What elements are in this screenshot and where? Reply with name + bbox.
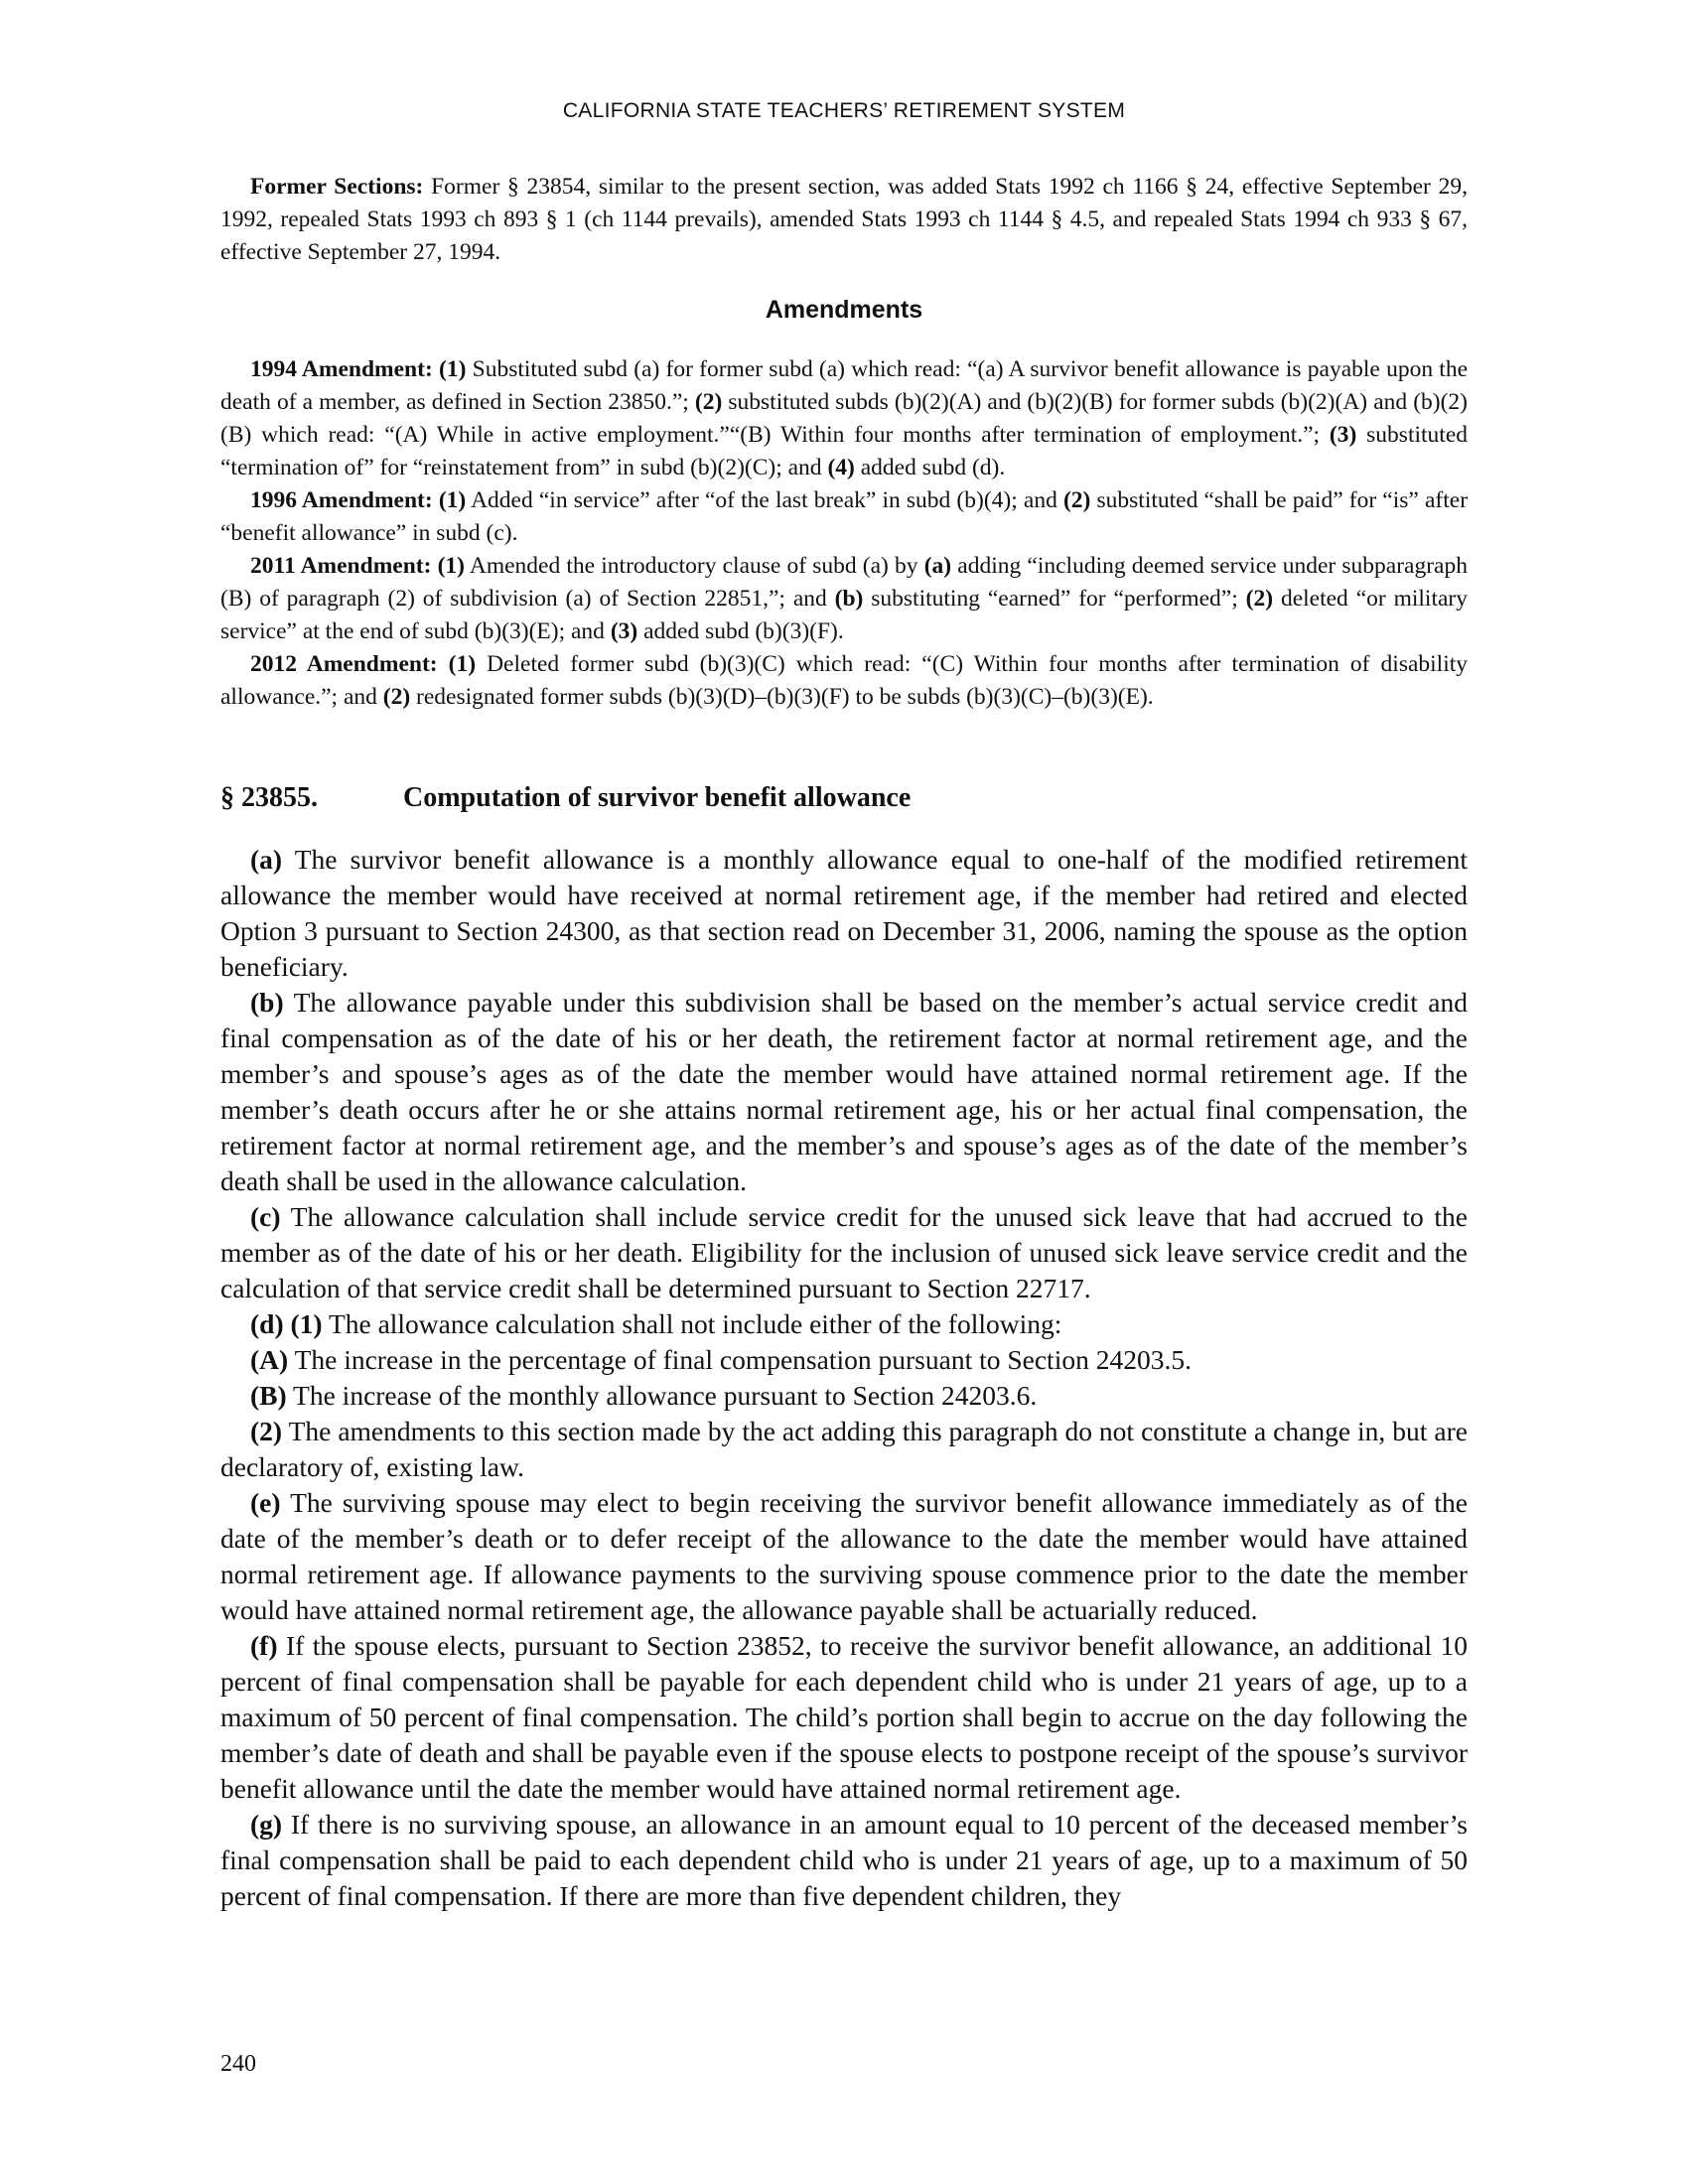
former-sections-text: Former § 23854, similar to the present section, was added Stats 1992 ch 1166 § 24, effective September 29, 1992, repealed Stats 1993 ch 893 § 1 (ch 1144 prevails), amended Stats 1993 ch 1144 § 4.5, and repealed Stats 1994 ch 933 § 67, effective September 27, 1994. <box>220 174 1468 265</box>
amendment-paragraph <box>220 353 1468 484</box>
amendment-text: Amended the introductory clause of subd (a) by <box>465 553 924 579</box>
amendment-bold-text: (2) <box>382 684 411 710</box>
amendment-paragraph <box>220 484 1468 550</box>
subdivision-text: If there is no surviving spouse, an allowance in an amount equal to 10 percent of the deceased member’s final compensation shall be paid to each dependent child who is under 21 years of age, up to a maximum of 50 percent of final compensation. If there are more than five dependent children, they <box>220 1809 1468 1911</box>
subdivision-label: (A) <box>250 1344 289 1375</box>
subdivision-label: (a) <box>250 844 283 875</box>
amendments-list <box>220 353 1468 714</box>
section-paragraph <box>220 985 1468 1199</box>
section-body <box>220 842 1468 1914</box>
subdivision-text: The increase in the percentage of final compensation pursuant to Section 24203.5. <box>288 1344 1192 1375</box>
section-number: § 23855. <box>220 782 318 813</box>
section-paragraph <box>220 1485 1468 1628</box>
subdivision-label: (f) <box>250 1630 278 1661</box>
amendment-text: deleted “or military service” at the end of subd (b)(3)(E); and <box>220 586 1468 644</box>
subdivision-label: (2) <box>250 1416 283 1446</box>
amendment-bold-text: (2) <box>1062 487 1091 513</box>
page-number: 240 <box>220 2051 256 2077</box>
running-head: CALIFORNIA STATE TEACHERS’ RETIREMENT SYSTEM <box>562 99 1126 122</box>
section-paragraph <box>220 1378 1468 1414</box>
amendment-text: substituted subds (b)(2)(A) and (b)(2)(B) for former subds (b)(2)(A) and (b)(2)(B) which read: “(A) While in active employment.”“(B) Within four months after termination of employment.”; <box>220 389 1469 448</box>
amendment-bold-text: 1994 Amendment: <box>250 356 439 382</box>
amendment-bold-text: (2) <box>1245 586 1274 612</box>
former-sections-note <box>220 171 1468 269</box>
section-paragraph <box>220 842 1468 985</box>
section-paragraph <box>220 1807 1468 1914</box>
section-paragraph <box>220 1306 1468 1342</box>
amendment-bold-text: (4) <box>827 455 855 480</box>
amendment-text: Added “in service” after “of the last break” in subd (b)(4); and <box>466 487 1063 513</box>
amendment-text: redesignated former subds (b)(3)(D)–(b)(3)(F) to be subds (b)(3)(C)–(b)(3)(E). <box>410 684 1154 710</box>
amendment-paragraph <box>220 648 1468 714</box>
subdivision-label: (d) (1) <box>250 1308 323 1339</box>
section-title: Computation of survivor benefit allowance <box>403 782 912 813</box>
amendment-bold-text: (3) <box>1329 422 1357 448</box>
subdivision-text: The increase of the monthly allowance pursuant to Section 24203.6. <box>286 1380 1038 1411</box>
former-sections-label: Former Sections: <box>250 174 424 200</box>
amendment-text: added subd (d). <box>854 455 1006 480</box>
amendments-heading: Amendments <box>765 296 923 324</box>
former-sections-paragraph <box>220 171 1468 269</box>
subdivision-text: The survivor benefit allowance is a monthly allowance equal to one-half of the modified retirement allowance the member would have received at normal retirement age, if the member had retired and elected Option 3 pursuant to Section 24300, as that section read on December 31, 2006, naming the spouse as the option beneficiary. <box>220 844 1468 982</box>
amendment-text: substituted “shall be paid” for “is” after “benefit allowance” in subd (c). <box>220 487 1469 546</box>
amendment-bold-text: (1) <box>448 651 477 677</box>
subdivision-label: (c) <box>250 1201 281 1232</box>
subdivision-label: (e) <box>250 1487 281 1518</box>
amendment-text: substituting “earned” for “performed”; <box>863 586 1246 612</box>
subdivision-text: If the spouse elects, pursuant to Section 23852, to receive the survivor benefit allowance, an additional 10 percent of final compensation shall be payable for each dependent child who is under 21 years of age, up to a maximum of 50 percent of final compensation. The child’s portion shall begin to accrue on the day following the member’s date of death and shall be payable even if the spouse elects to postpone receipt of the spouse’s survivor benefit allowance until the date the member would have attained normal retirement age. <box>220 1630 1468 1804</box>
section-paragraph <box>220 1199 1468 1306</box>
subdivision-text: The amendments to this section made by the act adding this paragraph do not constitute a change in, but are declaratory of, existing law. <box>220 1416 1468 1482</box>
amendment-text: Deleted former subd (b)(3)(C) which read: “(C) Within four months after termination of disability allowance.”; and <box>220 651 1469 710</box>
amendment-bold-text: (1) <box>437 553 465 579</box>
amendment-bold-text: 2012 Amendment: <box>250 651 449 677</box>
amendment-text: Substituted subd (a) for former subd (a) which read: “(a) A survivor benefit allowance is payable upon the death of a member, as defined in Section 23850.”; <box>220 356 1469 415</box>
amendment-text: adding “including deemed service under subparagraph (B) of paragraph (2) of subdivision (a) of Section 22851,”; and <box>220 553 1468 612</box>
section-paragraph <box>220 1414 1468 1485</box>
subdivision-text: The surviving spouse may elect to begin receiving the survivor benefit allowance immediately as of the date of the member’s death or to defer receipt of the allowance to the date the member would have attained normal retirement age. If allowance payments to the surviving spouse commence prior to the date the member would have attained normal retirement age, the allowance payable shall be actuarially reduced. <box>220 1487 1468 1625</box>
subdivision-text: The allowance calculation shall include service credit for the unused sick leave that had accrued to the member as of the date of his or her death. Eligibility for the inclusion of unused sick leave service credit and the calculation of that service credit shall be determined pursuant to Section 22717. <box>220 1201 1468 1303</box>
amendment-paragraph <box>220 550 1468 648</box>
amendment-bold-text: (3) <box>610 618 638 644</box>
subdivision-text: The allowance payable under this subdivision shall be based on the member’s actual service credit and final compensation as of the date of his or her death, the retirement factor at normal retirement age, and the member’s and spouse’s ages as of the date the member would have attained normal retirement age. If the member’s death occurs after he or she attains normal retirement age, his or her actual final compensation, the retirement factor at normal retirement age, and the member’s and spouse’s ages as of the date of the member’s death shall be used in the allowance calculation. <box>220 987 1468 1196</box>
section-heading <box>220 782 1468 814</box>
amendment-bold-text: (2) <box>694 389 723 415</box>
amendment-bold-text: (a) <box>923 553 952 579</box>
amendment-text: added subd (b)(3)(F). <box>637 618 844 644</box>
subdivision-text: The allowance calculation shall not include either of the following: <box>322 1308 1062 1339</box>
amendment-bold-text: (1) <box>438 487 467 513</box>
amendment-bold-text: (1) <box>439 356 467 382</box>
section-paragraph <box>220 1628 1468 1807</box>
amendment-bold-text: 2011 Amendment: <box>250 553 438 579</box>
section-paragraph <box>220 1342 1468 1378</box>
subdivision-label: (B) <box>250 1380 287 1411</box>
subdivision-label: (b) <box>250 987 284 1018</box>
amendment-bold-text: (b) <box>834 586 864 612</box>
subdivision-label: (g) <box>250 1809 283 1840</box>
amendment-text: substituted “termination of” for “reinstatement from” in subd (b)(2)(C); and <box>220 422 1468 480</box>
amendment-bold-text: 1996 Amendment: <box>250 487 439 513</box>
